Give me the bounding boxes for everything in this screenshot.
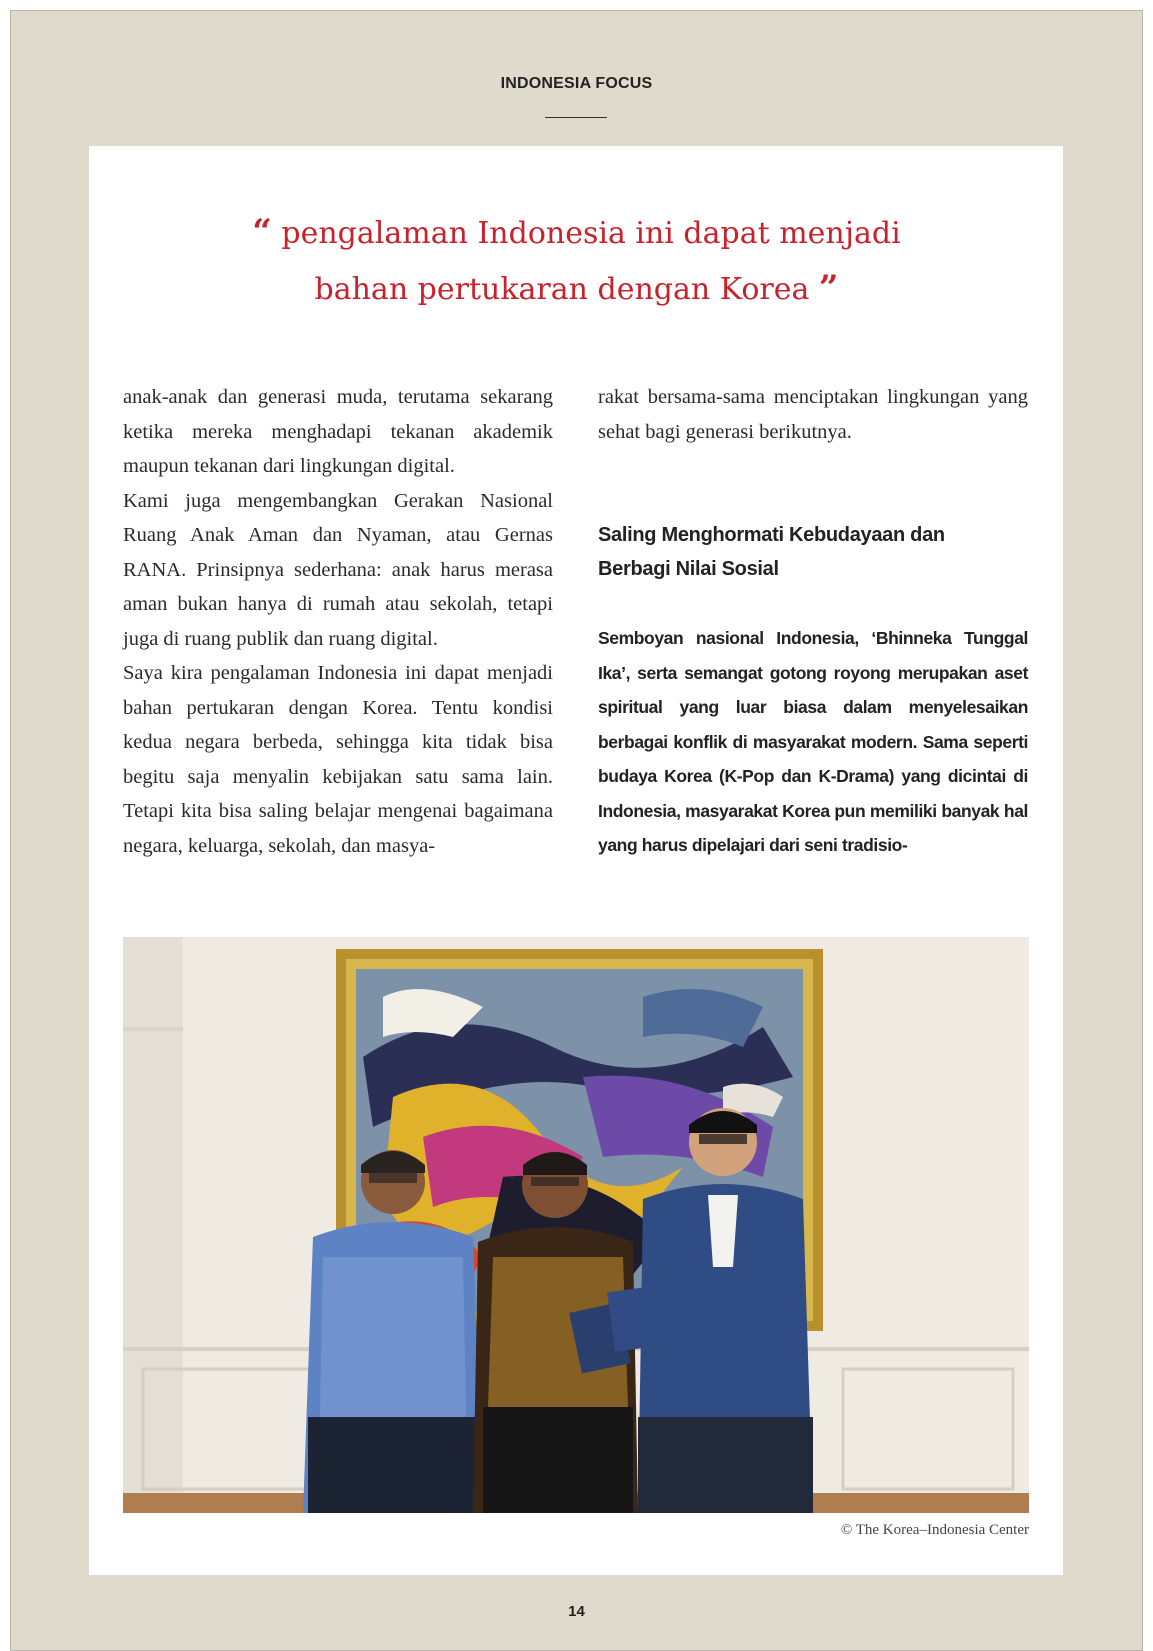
pull-quote bbox=[150, 205, 1003, 317]
pull-quote-text-2: bahan pertukaran dengan Korea bbox=[314, 272, 810, 307]
pull-quote-line-2 bbox=[150, 261, 1003, 317]
section-label: INDONESIA FOCUS bbox=[500, 75, 653, 92]
body-paragraph: Saya kira pengalaman Indonesia ini dapat menjadi bahan pertukaran dengan Korea. Tentu kondisi kedua negara berbeda, sehingga kita tidak bisa begitu saja menyalin kebijakan satu sama lain. Tetapi kita bisa saling belajar mengenai bagaimana negara, keluarga, sekolah, dan masya- bbox=[123, 662, 553, 857]
section-divider bbox=[545, 117, 607, 118]
body-column-left bbox=[123, 380, 553, 863]
section-subheading bbox=[598, 518, 1028, 586]
body-paragraph: Kami juga mengembangkan Gerakan Nasional Ruang Anak Aman dan Nyaman, atau Gernas RANA. Prinsipnya sederhana: anak harus merasa aman bukan hanya di rumah atau sekolah, tetapi juga di ruang publik dan ruang digital. bbox=[123, 489, 553, 650]
page-number: 14 bbox=[568, 1603, 585, 1620]
subheading-line-2: Berbagi Nilai Sosial bbox=[598, 558, 779, 580]
body-paragraph: anak-anak dan generasi muda, terutama sekarang ketika mereka menghadapi tekanan akademik maupun tekanan dari lingkungan digital. bbox=[123, 386, 553, 477]
body-paragraph: rakat bersama-sama menciptakan lingkungan yang sehat bagi generasi berikutnya. bbox=[598, 386, 1028, 443]
body-column-right bbox=[598, 380, 1028, 449]
pull-quote-text-1: pengalaman Indonesia ini dapat menjadi bbox=[281, 216, 901, 251]
subheading-line-1: Saling Menghormati Kebudayaan dan bbox=[598, 524, 945, 546]
photo-credit: © The Korea–Indonesia Center bbox=[840, 1522, 1029, 1538]
group-photo bbox=[123, 937, 1029, 1513]
close-quote-mark: ” bbox=[818, 268, 839, 308]
pull-quote-line-1 bbox=[150, 205, 1003, 261]
bold-paragraph: Semboyan nasional Indonesia, ‘Bhinneka Tunggal Ika’, serta semangat gotong royong merupakan aset spiritual yang luar biasa dalam menyelesaikan berbagai konflik di masyarakat modern. Sama seperti budaya Korea (K-Pop dan K-Drama) yang dicintai di Indonesia, masyarakat Korea pun memiliki banyak hal yang harus dipelajari dari seni tradisio- bbox=[598, 628, 1028, 855]
open-quote-mark: “ bbox=[252, 212, 272, 252]
